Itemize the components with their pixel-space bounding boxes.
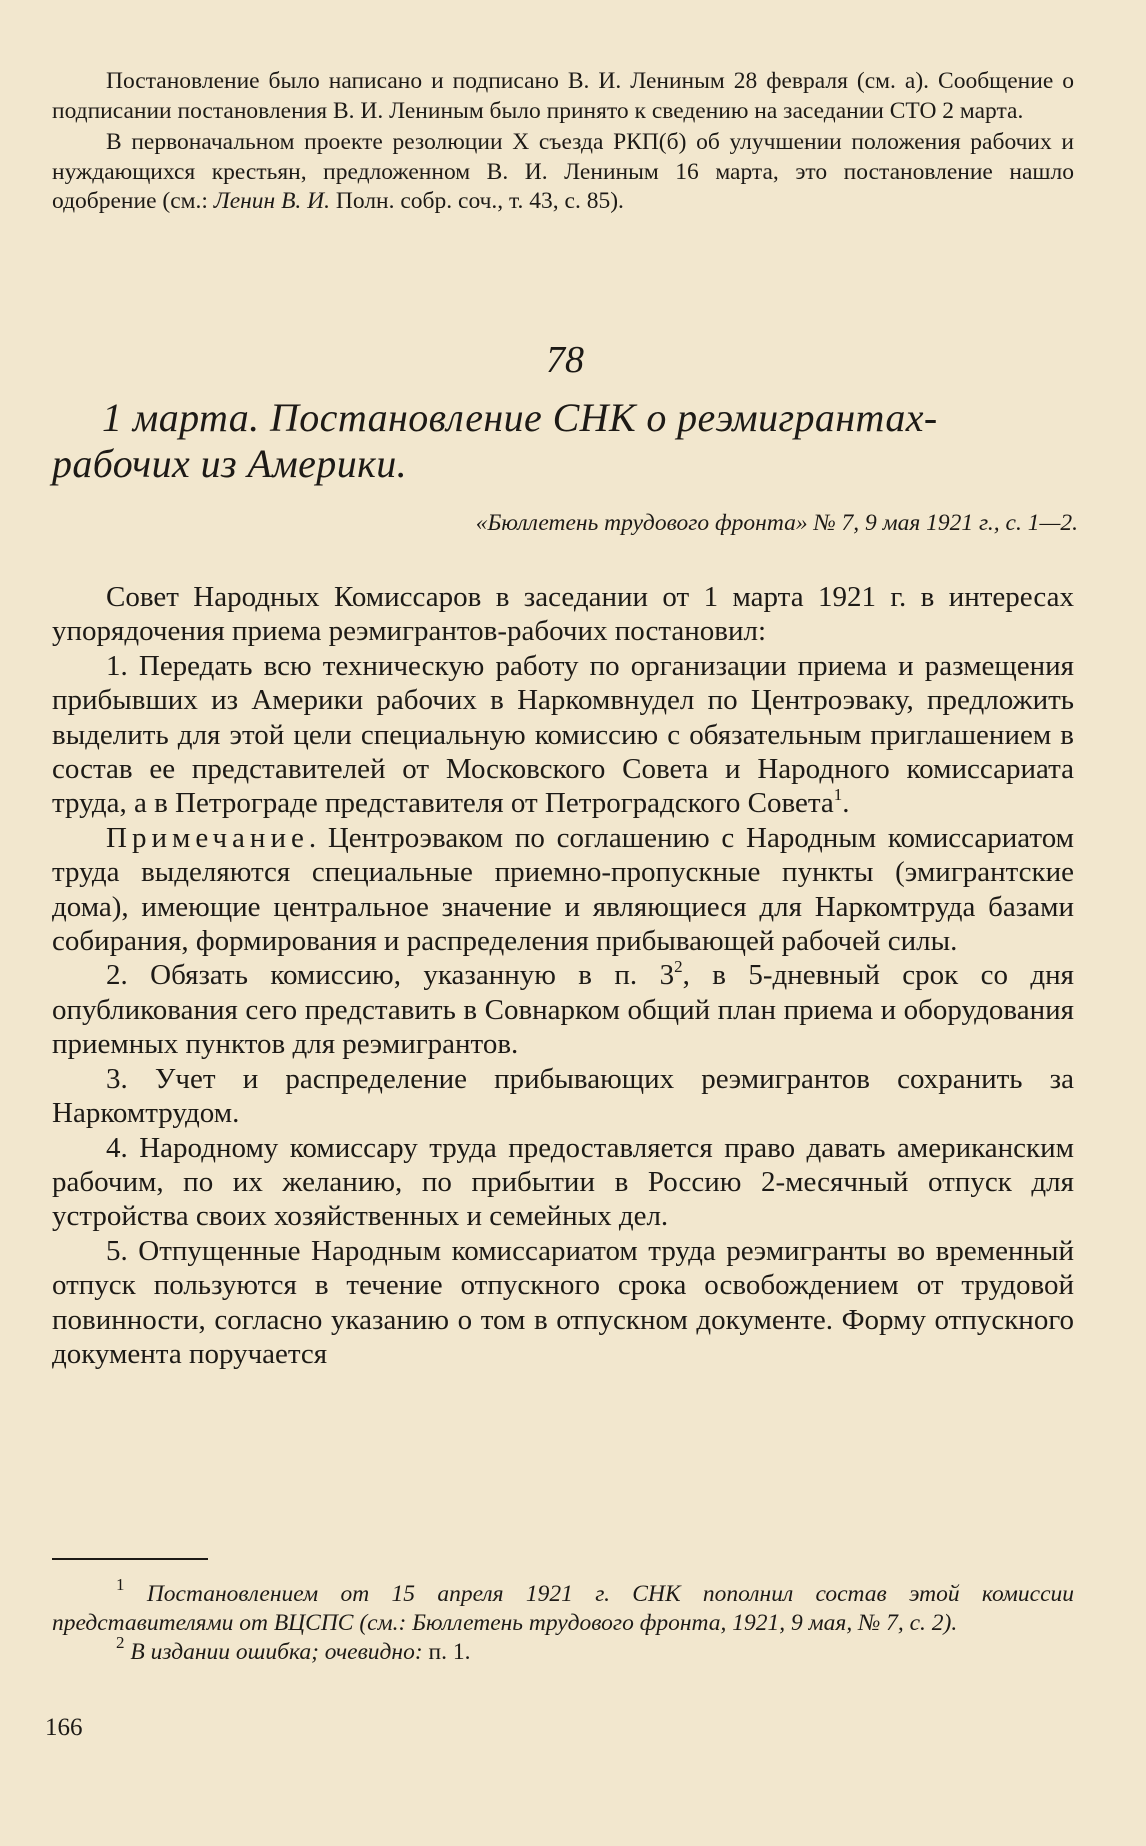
clause-2-text-a: 2. Обязать комиссию, указанную в п. 3 (106, 959, 675, 992)
document-source: «Бюллетень трудового фронта» № 7, 9 мая 1921 г., с. 1—2. (475, 510, 1078, 536)
clause-2 (52, 958, 1074, 1061)
clause-1-end: . (842, 787, 850, 820)
clause-5: 5. Отпущенные Народным комиссариатом труда реэмигранты во временный отпуск пользуются в течение отпускного срока освобождением от трудовой повинности, согласно указанию о том в отпускном документе. Форму отпускного документа поручается (52, 1234, 1074, 1370)
clause-4: 4. Народному комиссару труда предоставляется право давать американским рабочим, по их желанию, по прибытии в Россию 2-месячный отпуск для устройства своих хозяйственных и семейных дел. (52, 1131, 1074, 1233)
footnote-2-rest: п. 1. (422, 1639, 471, 1665)
document-body (52, 580, 1074, 1371)
commentary-notes (52, 67, 1074, 217)
footnote-1-mark: 1 (116, 1575, 125, 1595)
clause-1-text: 1. Передать всю техническую работу по организации приема и размещения прибывших из Америки рабочих в Наркомвнудел по Центроэваку, предложить выделить для этой цели специальную комиссию с обязательным приглашением в состав ее представителей от Московского Совета и Народного комиссариата труда, а в Петрограде представителя от Петроградского Совета (52, 649, 1074, 820)
page-number: 166 (45, 1714, 83, 1741)
commentary-paragraph: Постановление было написано и подписано В. И. Лениным 28 февраля (см. а). Сообщение о подписании постановления В. И. Лениным было принято к сведению на заседании СТО 2 марта. (52, 68, 1074, 124)
note-paragraph (52, 821, 1074, 959)
document-title: 1 марта. Постановление СНК о реэмигрантах-рабочих из Америки. (52, 395, 938, 486)
note-text: . Центроэваком по соглашению с Народным комиссариатом труда выделяются специальные приемно-пропускные пункты (эмигрантские дома), имеющие центральное значение и являющиеся для Наркомтруда базами собирания, формирования и распределения прибывающей рабочей силы. (52, 821, 1074, 958)
reference-author: Ленин В. И. (213, 188, 331, 214)
footnotes (52, 1575, 1074, 1667)
footnote-2-mark: 2 (116, 1633, 125, 1653)
document-number: 78 (546, 339, 584, 381)
clause-2-text-b: , в 5-дневный срок со дня опубликования сего представить в Совнарком общий план приема и оборудования приемных пунктов для реэмигрантов. (52, 959, 1074, 1061)
footnote-ref-2: 2 (674, 956, 683, 976)
footnote-divider (52, 1558, 208, 1560)
clause-3: 3. Учет и распределение прибывающих реэмигрантов сохранить за Наркомтрудом. (52, 1062, 1074, 1130)
intro-paragraph: Совет Народных Комиссаров в заседании от 1 марта 1921 г. в интересах упорядочения приема реэмигрантов-рабочих постановил: (52, 581, 1074, 648)
commentary-paragraph (52, 128, 1074, 217)
footnote-ref-1: 1 (833, 784, 843, 804)
note-label: Примечание (106, 821, 309, 854)
reference-rest: Полн. собр. соч., т. 43, с. 85). (330, 188, 624, 214)
footnote-1-text: Постановлением от 15 апреля 1921 г. СНК пополнил состав этой комиссии представителями от ВЦСПС (см.: Бюллетень трудового фронта, 1921, 9 мая, № 7, с. 2). (52, 1581, 1074, 1636)
clause-1 (52, 649, 1074, 821)
commentary-text: В первоначальном проекте резолюции X съезда РКП(б) об улучшении положения рабочих и нуждающихся крестьян, предложенном В. И. Лениным 16 марта, это постановление нашло одобрение (см.: (52, 129, 1074, 214)
footnote-2-italic: В издании ошибка; очевидно: (130, 1639, 423, 1665)
footnote-2 (52, 1633, 1074, 1667)
footnote-1 (52, 1575, 1074, 1638)
